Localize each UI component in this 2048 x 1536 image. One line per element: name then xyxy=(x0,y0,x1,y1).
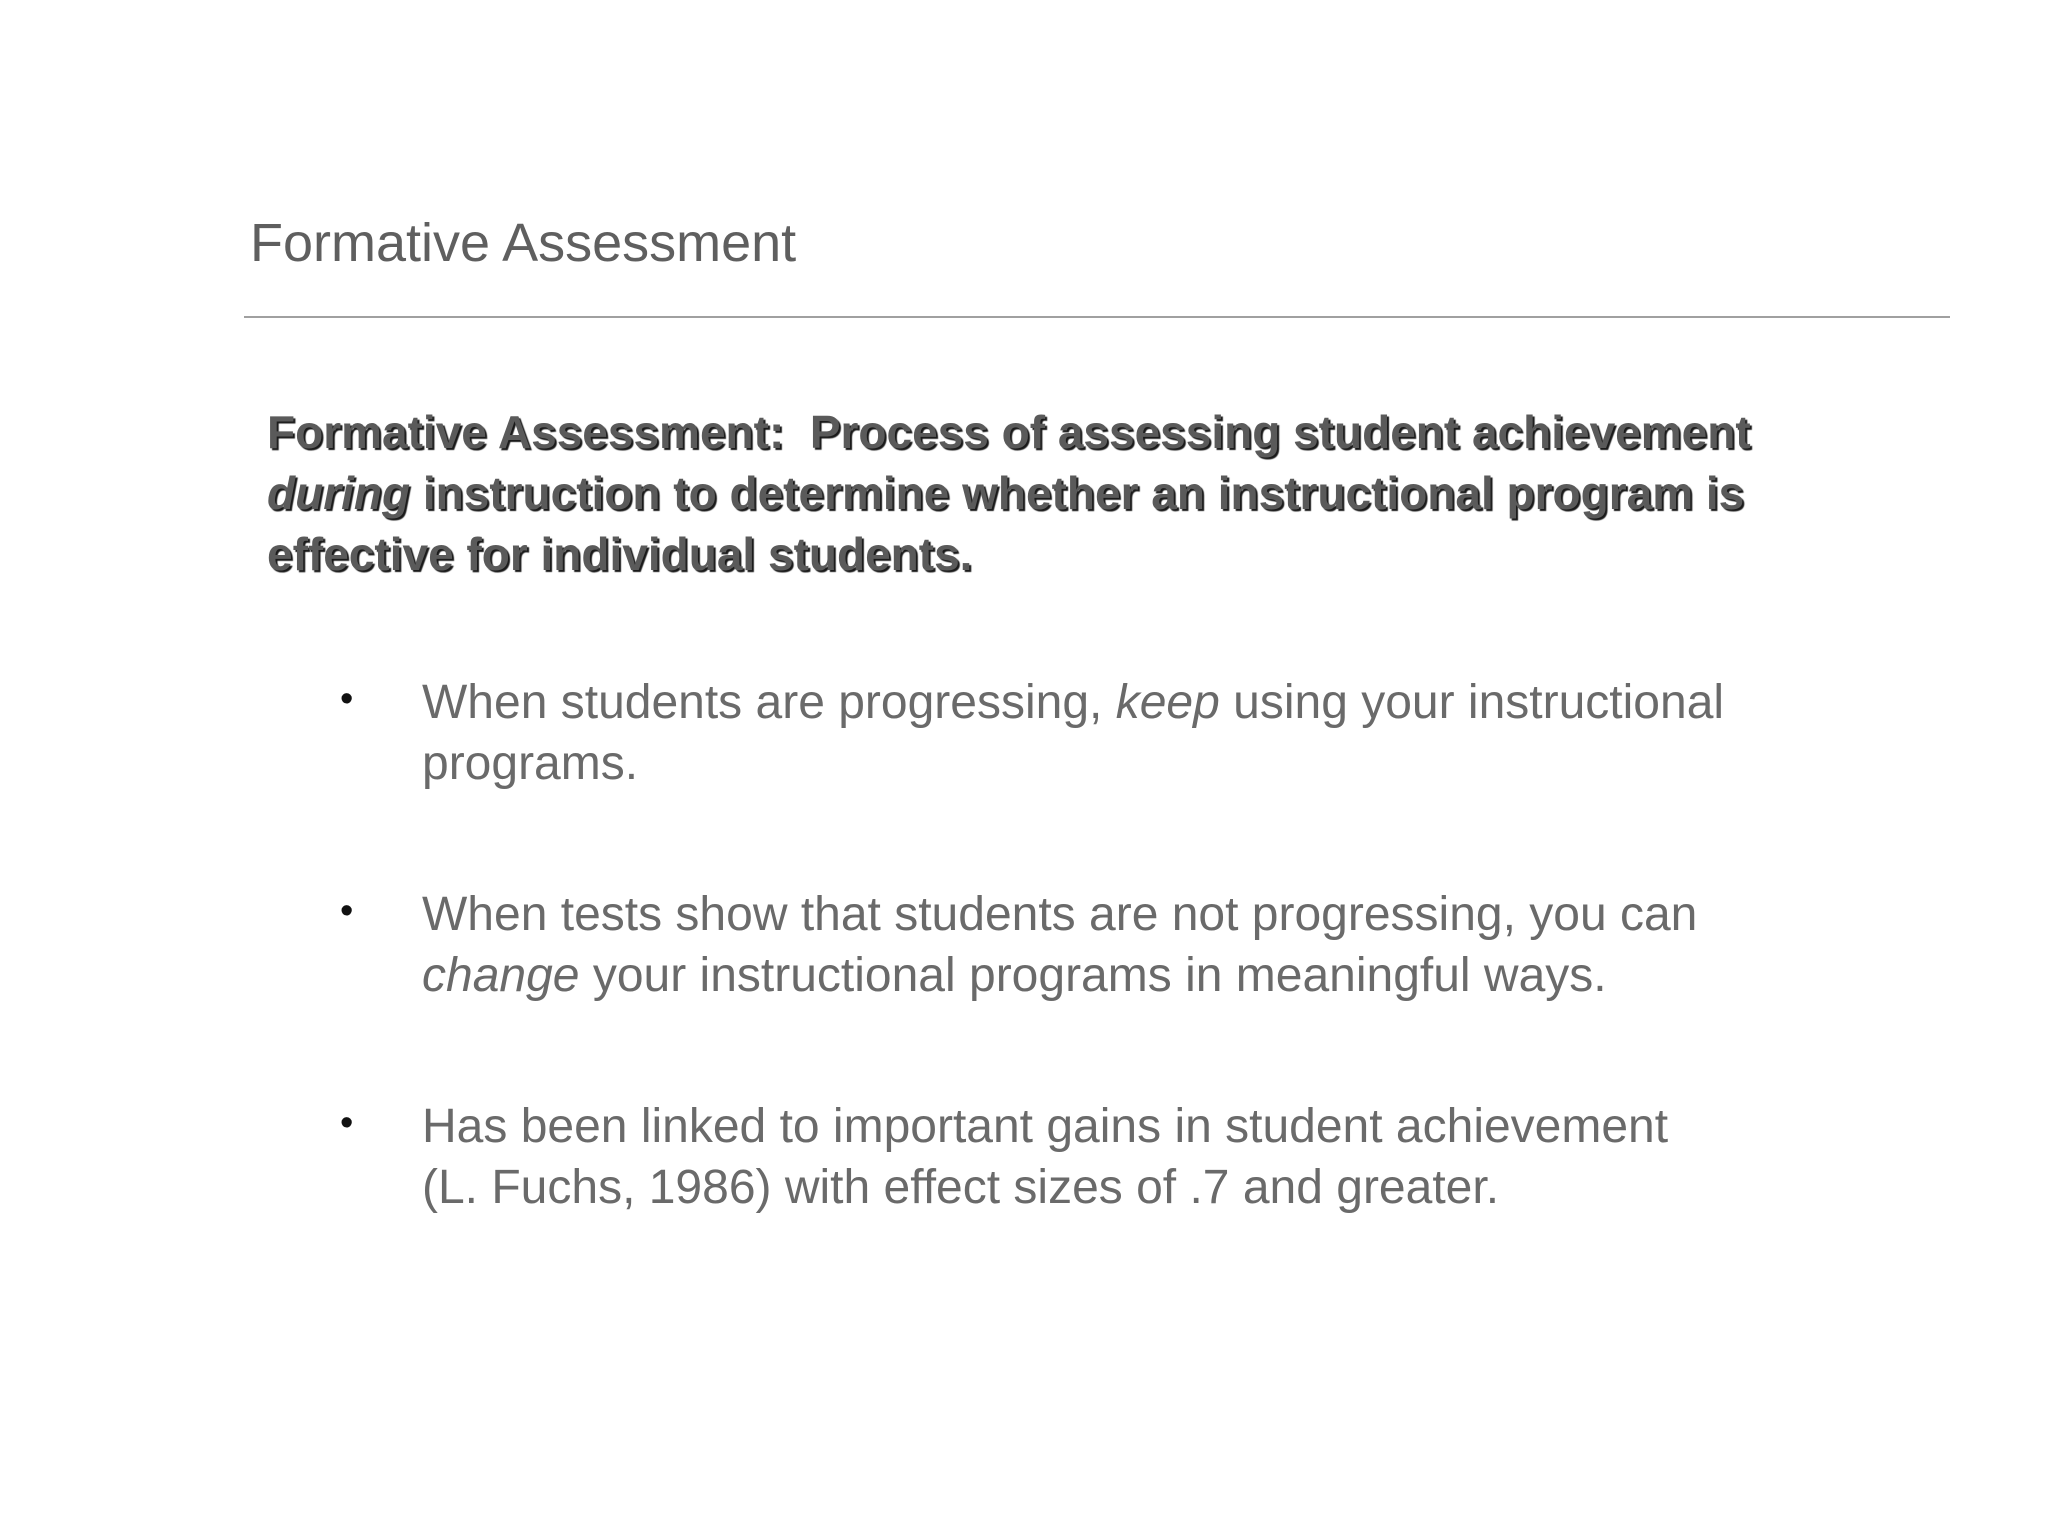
slide-title: Formative Assessment xyxy=(250,213,797,273)
bullet-text-pre: When students are progressing, xyxy=(422,676,1116,729)
bullet-line: (L. Fuchs, 1986) with effect sizes of .7 and greater. xyxy=(422,1161,1500,1214)
bullet-text-post: your instructional programs in meaningful ways. xyxy=(579,949,1607,1002)
bullet-line xyxy=(422,945,1942,1006)
definition-text-1: Process of assessing student achievement xyxy=(784,406,1751,458)
definition-text-2: instruction to determine whether an instructional program is xyxy=(410,467,1745,519)
bullet-marker: • xyxy=(340,1102,354,1144)
bullet-line: Has been linked to important gains in student achievement xyxy=(422,1100,1669,1153)
bullet-emphasis: keep xyxy=(1115,676,1220,729)
bullet-text xyxy=(422,884,1942,1006)
bullet-line: programs. xyxy=(422,737,639,790)
bullet-line xyxy=(422,672,1942,733)
bullet-text-post: using your instructional xyxy=(1219,676,1725,729)
definition-emphasis: during xyxy=(267,467,411,519)
bullet-marker: • xyxy=(340,890,354,932)
bullet-emphasis: change xyxy=(422,949,580,1002)
bullet-text xyxy=(422,672,1942,794)
bullet-line: When tests show that students are not progressing, you can xyxy=(422,888,1698,941)
bullet-marker: • xyxy=(340,678,354,720)
definition-line-3: effective for individual students. xyxy=(267,528,973,580)
bullet-text xyxy=(422,1096,1942,1218)
definition-term: Formative Assessment: xyxy=(267,406,785,458)
